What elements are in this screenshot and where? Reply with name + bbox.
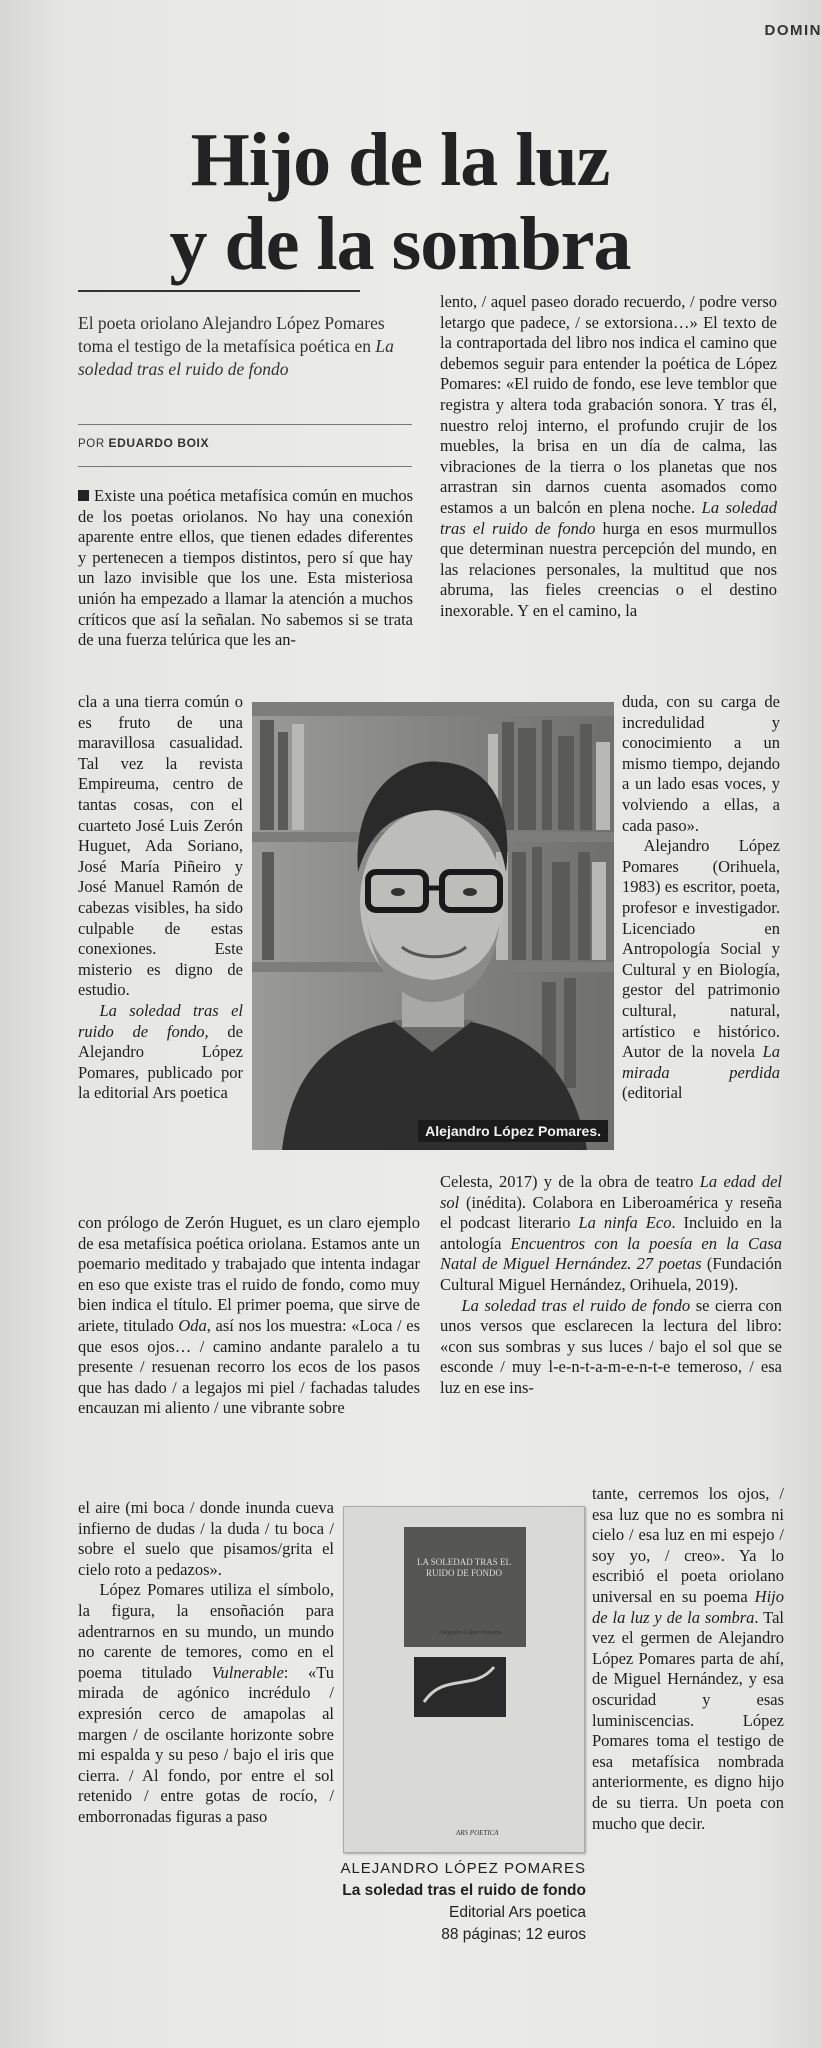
column-1-middle bbox=[78, 1213, 420, 1419]
paragraph-text: . Incluido en la antología bbox=[440, 1213, 782, 1253]
byline-author: EDUARDO BOIX bbox=[108, 436, 210, 450]
paragraph bbox=[78, 1213, 420, 1419]
paragraph bbox=[78, 486, 413, 651]
book-pages-price: 88 páginas; 12 euros bbox=[441, 1926, 586, 1943]
headline-line-1: Hijo de la luz bbox=[190, 118, 610, 202]
book-cover-author: Alejandro López Pomares bbox=[439, 1630, 502, 1636]
paragraph-text: : «Tu mirada de agónico incrédulo / expresión cerco de amapolas al margen / de oscilante horizonte sobre mi espalda y su peso / bajo el iris que cierra. / Al fondo, por entre el sol retenido / entre gotas de rocío, / emborronadas figuras a paso bbox=[78, 1662, 334, 1826]
book-title: La soledad tras el ruido de fondo bbox=[342, 1882, 586, 1899]
book-author: ALEJANDRO LÓPEZ POMARES bbox=[340, 1860, 586, 1877]
paragraph-text: se cierra con unos versos que esclarecen la lectura del libro: «con sus sombras y sus luces / bajo el sol que se esconde / muy l-e-n-t-a-m-e-n-t-e temeroso, / esa luz en ese ins- bbox=[440, 1295, 782, 1397]
paragraph-text: López Pomares utiliza el símbolo, la figura, la ensoñación para adentrarnos en su mundo, un mundo no carente de temores, como en el poema titulado bbox=[78, 1580, 334, 1682]
paragraph-text: (editorial bbox=[622, 1083, 683, 1103]
column-2-narrow bbox=[622, 692, 780, 1104]
book-publisher: Editorial Ars poetica bbox=[449, 1904, 586, 1921]
byline-bottom-rule bbox=[78, 466, 412, 467]
paragraph-text: . Tal vez el germen de Alejandro López Pomares parta de ahí, de Miguel Hernández, y esa oscuridad y esas luminiscencias. López Pomares toma el testigo de esa metafísica nombrada anteriormente, es digno hijo de su tierra. Un poeta con mucho que decir. bbox=[592, 1607, 785, 1833]
author-photo bbox=[252, 702, 614, 1150]
paragraph-text: (Fundación Cultural Miguel Hernández, Orihuela, 2019). bbox=[440, 1254, 783, 1294]
portrait-image bbox=[252, 702, 614, 1150]
anthology-title: Encuentros con la poesía en la Casa Natal de Miguel Hernández. 27 poetas bbox=[440, 1233, 782, 1274]
paragraph-text: Alejandro López Pomares (Orihuela, 1983) es escritor, poeta, profesor e investigador. Licenciado en Antropología Social y Cultural y en Biología, gestor del patrimonio cultural, natural, artístico e histórico. Autor de la novela bbox=[622, 836, 780, 1062]
podcast-title: La ninfa Eco bbox=[578, 1213, 672, 1233]
paragraph-text: (inédita). Colabora en Liberoamérica y reseña el podcast literario bbox=[440, 1192, 782, 1233]
section-label: DOMIN bbox=[764, 22, 822, 39]
play-title: La edad del sol bbox=[440, 1172, 782, 1212]
poem-title: Hijo de la luz y de la sombra bbox=[592, 1586, 784, 1627]
paragraph: duda, con su carga de incredulidad y conocimiento a un mismo tiempo, dejando a un lado esas voces, y volviendo a ellas, a cada paso». bbox=[622, 692, 780, 835]
poem-title: Oda bbox=[178, 1315, 207, 1335]
paragraph bbox=[622, 836, 780, 1104]
column-2-top bbox=[440, 292, 777, 622]
book-cover-title: LA SOLEDAD TRAS EL RUIDO DE FONDO bbox=[416, 1557, 512, 1578]
intro-text: El poeta oriolano Alejandro López Pomares toma el testigo de la metafísica poética en bbox=[78, 313, 385, 356]
book-cover-publisher: ARS POETICA bbox=[456, 1829, 499, 1837]
paragraph-text: Existe una poética metafísica común en muchos de los poetas oriolanos. No hay una conexión aparente entre ellos, que tienen edades diferentes y pertenecen a tiempos distintos, pero sí que hay un lazo invisible que los une. Esta misteriosa unión ha empezado a llamar la atención a muchos críticos que así la señalan. No sabemos si se trata de una fuerza telúrica que les an- bbox=[78, 486, 413, 650]
paragraph: el aire (mi boca / donde inunda cueva infierno de dudas / la duda / tu boca / sobre el suelo que pisamos/grita el cielo roto a pedazos». bbox=[78, 1498, 334, 1579]
book-title: La soledad tras el ruido de fondo, bbox=[78, 1000, 243, 1041]
column-1-narrow bbox=[78, 692, 243, 1104]
intro-deck bbox=[78, 312, 408, 381]
poem-title: Vulnerable bbox=[211, 1662, 284, 1682]
paragraph-text: con prólogo de Zerón Huguet, es un claro ejemplo de esa metafísica poética oriolana. Estamos ante un poemario meditado y trabajado que intenta indagar en eso que existe tras el ruido de fondo, como muy bien indica el título. El primer poema, que sirve de ariete, titulado bbox=[78, 1213, 420, 1335]
lead-square-icon bbox=[78, 490, 89, 501]
intro-top-rule bbox=[78, 290, 360, 292]
headline bbox=[120, 118, 680, 286]
paragraph-text: hurga en esos murmullos que determinan nuestra percepción del mundo, en las relaciones personales, la multitud que nos abruma, las fieles creencias o el destino inexorable. Y en el camino, la bbox=[440, 518, 778, 620]
photo-caption: Alejandro López Pomares. bbox=[418, 1120, 608, 1142]
column-2-middle bbox=[440, 1172, 782, 1399]
paragraph bbox=[440, 1296, 782, 1399]
byline-top-rule bbox=[78, 424, 412, 425]
column-1-lower-narrow bbox=[78, 1498, 334, 1828]
intro-book-title: La soledad tras el ruido de fondo bbox=[78, 336, 394, 379]
paragraph: cla a una tierra común o es fruto de una maravillosa casualidad. Tal vez la revista Empireuma, centro de tantas cosas, con el cuarteto José Luis Zerón Huguet, Ada Soriano, José María Piñeiro y José Manuel Ramón de cabezas visibles, ha sido culpable de estas conexiones. Este misterio es digno de estudio. bbox=[78, 692, 243, 1000]
paragraph-text: lento, / aquel paseo dorado recuerdo, / podre verso letargo que padece, / se extorsiona…» El texto de la contraportada del libro nos indica el camino que debemos seguir para entender la poética de López Pomares: «El ruido de fondo, ese leve temblor que registra y altera toda grabación sonora. Y tras él, nuestro reloj interno, el profundo crujir de los muebles, la brisa en un día de calma, las vibraciones de la tierra o los planetas que nos arrastran sin darnos cuenta asomados como estamos a un balcón en plena noche. bbox=[440, 292, 777, 517]
book-title: La soledad tras el ruido de fondo bbox=[461, 1295, 691, 1315]
novel-title: La mirada perdida bbox=[622, 1042, 780, 1082]
column-1-top bbox=[78, 486, 413, 651]
paragraph bbox=[440, 292, 777, 622]
byline-prefix: POR bbox=[78, 438, 105, 450]
paragraph-text: de Alejandro López Pomares, publicado por la editorial Ars poetica bbox=[78, 1021, 243, 1103]
paragraph-text: tante, cerremos los ojos, / esa luz que no es sombra ni cielo / esa luz en mi espejo / soy yo, / creo». Ya lo escribió el poeta oriolano universal en su poema bbox=[592, 1484, 784, 1606]
book-title: La soledad tras el ruido de fondo bbox=[440, 497, 777, 538]
column-2-lower-narrow bbox=[592, 1484, 784, 1834]
paragraph bbox=[78, 1580, 334, 1827]
byline bbox=[78, 436, 209, 450]
paragraph bbox=[78, 1001, 243, 1104]
paragraph bbox=[440, 1172, 782, 1296]
book-cover-image bbox=[343, 1506, 585, 1853]
headline-line-2: y de la sombra bbox=[169, 202, 631, 286]
paragraph-text: Celesta, 2017) y de la obra de teatro bbox=[440, 1172, 700, 1191]
paragraph-text: , así nos los muestra: «Loca / es que esos ojos… / camino andante paralelo a tu presente / resuenan recorro los ecos de los pasos que has dado / a legajos mi piel / fachadas taludes encauzan mi aliento / une vibrante sobre bbox=[78, 1315, 420, 1418]
book-info bbox=[300, 1858, 586, 1946]
paragraph bbox=[592, 1484, 784, 1834]
